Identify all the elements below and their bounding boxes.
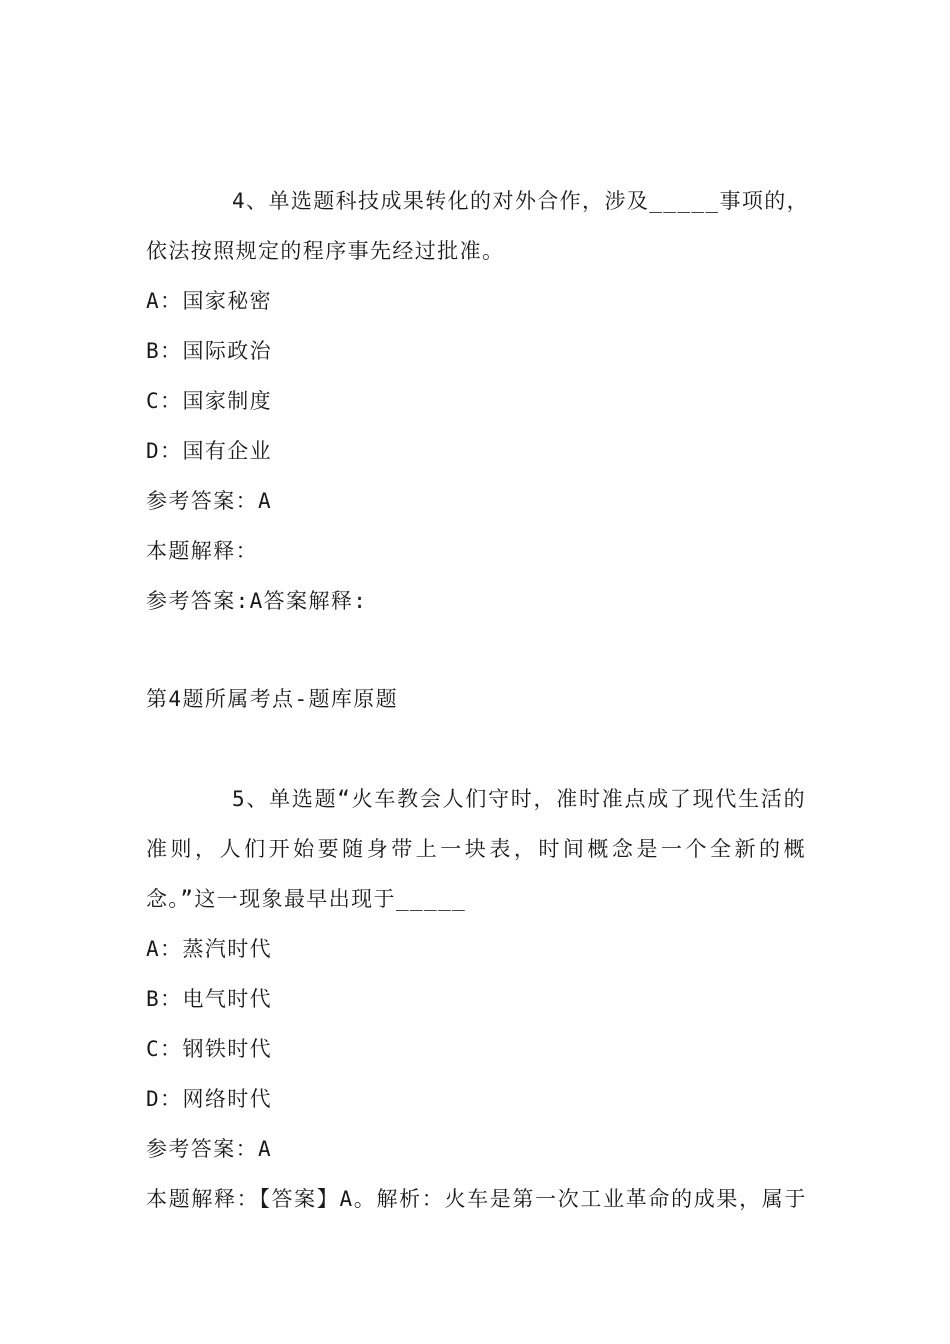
q4-explanation-label: 本题解释： [146,539,258,563]
q4-stem-line-1: 4、单选题科技成果转化的对外合作，涉及_____事项的， [232,189,810,213]
q5-reference-answer: 参考答案：A [146,1137,273,1161]
q5-stem-line-2: 准则，人们开始要随身带上一块表，时间概念是一个全新的概 [146,837,806,861]
q4-option-c: C：国家制度 [146,389,273,413]
q5-option-a: A：蒸汽时代 [146,937,273,961]
q5-option-d: D：网络时代 [146,1087,273,1111]
q5-option-b: B：电气时代 [146,987,273,1011]
q5-option-c: C：钢铁时代 [146,1037,273,1061]
q4-option-a: A：国家秘密 [146,289,273,313]
q4-reference-answer: 参考答案：A [146,489,273,513]
q4-option-b: B：国际政治 [146,339,273,363]
q5-stem-line-1: 5、单选题“火车教会人们守时，准时准点成了现代生活的 [232,787,806,811]
q5-stem-line-3: 念。”这一现象最早出现于_____ [146,887,467,911]
q4-stem-line-2: 依法按照规定的程序事先经过批准。 [146,239,505,263]
q4-topic: 第4题所属考点-题库原题 [146,687,399,711]
q4-answer-explanation: 参考答案:A答案解释: [146,589,368,613]
q5-explanation-line-1: 本题解释：【答案】A。解析：火车是第一次工业革命的成果，属于 [146,1187,806,1211]
q4-option-d: D：国有企业 [146,439,273,463]
